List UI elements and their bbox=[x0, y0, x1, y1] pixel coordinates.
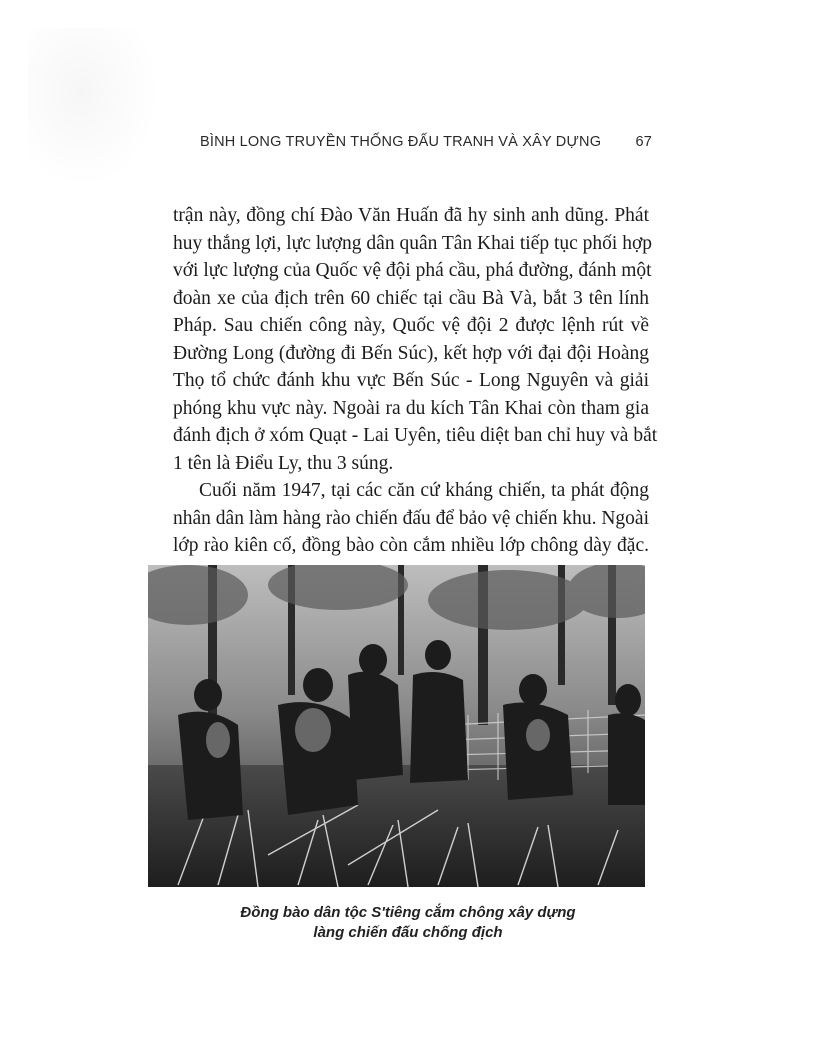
text-line: trận này, đồng chí Đào Văn Huấn đã hy sinh anh dũng. Phát bbox=[173, 205, 649, 226]
text-line: 1 tên là Điểu Ly, thu 3 súng. bbox=[173, 452, 394, 474]
caption-line: Đồng bào dân tộc S'tiêng cắm chông xây dựng bbox=[240, 904, 576, 921]
text-line: huy thắng lợi, lực lượng dân quân Tân Khai tiếp tục phối hợp bbox=[173, 232, 653, 254]
text-line: Đường Long (đường đi Bến Súc), kết hợp với đại đội Hoàng bbox=[173, 342, 649, 364]
photo-caption bbox=[148, 903, 668, 943]
text-line: với lực lượng của Quốc vệ đội phá cầu, phá đường, đánh một bbox=[173, 260, 652, 281]
photograph bbox=[148, 565, 645, 887]
text-line: Pháp. Sau chiến công này, Quốc vệ đội 2 được lệnh rút về bbox=[173, 315, 649, 336]
text-line: đánh địch ở xóm Quạt - Lai Uyên, tiêu diệt ban chỉ huy và bắt bbox=[173, 425, 658, 446]
running-header bbox=[200, 134, 652, 156]
text-line: Cuối năm 1947, tại các căn cứ kháng chiến, ta phát động bbox=[199, 480, 649, 501]
running-title: BÌNH LONG TRUYỀN THỐNG ĐẤU TRANH VÀ XÂY DỰNG bbox=[200, 134, 602, 150]
text-line: Thọ tổ chức đánh khu vực Bến Súc - Long Nguyên và giải bbox=[173, 370, 649, 391]
text-line: đoàn xe của địch trên 60 chiếc tại cầu Bà Và, bắt 3 tên lính bbox=[173, 287, 649, 309]
body-text bbox=[173, 202, 658, 560]
text-line: phóng khu vực này. Ngoài ra du kích Tân Khai còn tham gia bbox=[173, 397, 649, 419]
text-line: lớp rào kiên cố, đồng bào còn cắm nhiều lớp chông dày đặc. bbox=[173, 535, 649, 556]
caption-line: làng chiến đấu chống địch bbox=[313, 924, 503, 941]
text-line: nhân dân làm hàng rào chiến đấu để bảo vệ chiến khu. Ngoài bbox=[173, 507, 649, 529]
scan-shadow bbox=[28, 28, 160, 188]
photograph-icon bbox=[148, 565, 645, 887]
page-number: 67 bbox=[635, 134, 652, 150]
